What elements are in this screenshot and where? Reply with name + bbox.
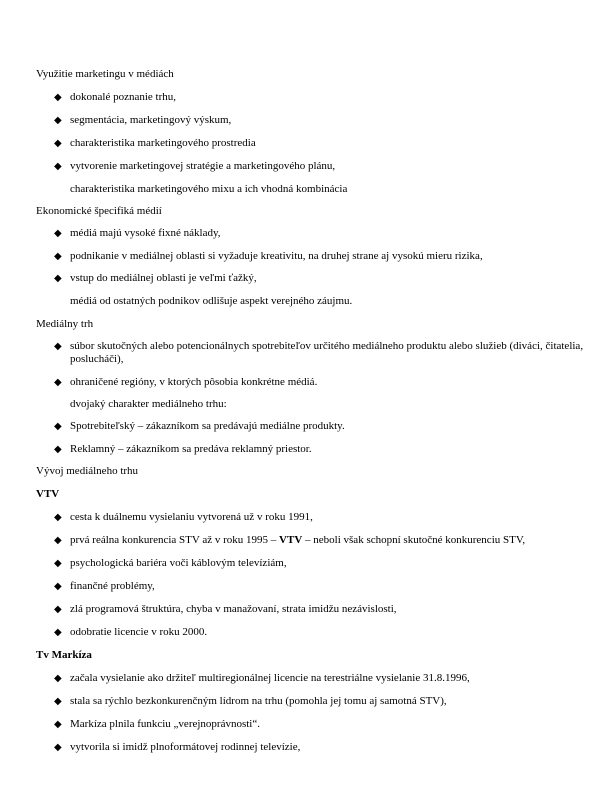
list-item: podnikanie v mediálnej oblasti si vyžaduje kreativitu, na druhej strane aj vysokú mieru rizika, xyxy=(70,250,483,262)
list-note: dvojaký charakter mediálneho trhu: xyxy=(70,398,227,410)
list-item: médiá majú vysoké fixné náklady, xyxy=(70,227,221,239)
list-item: dokonalé poznanie trhu, xyxy=(70,91,176,103)
diamond-bullet-icon: ◆ xyxy=(54,558,62,569)
list-item: Markíza plnila funkciu „verejnoprávnosti“. xyxy=(70,718,260,730)
list-item: Reklamný – zákazníkom sa predáva reklamný priestor. xyxy=(70,443,312,455)
list-item-bold-text: VTV xyxy=(279,534,303,546)
diamond-bullet-icon: ◆ xyxy=(54,273,62,284)
list-note: charakteristika marketingového mixu a ich vhodná kombinácia xyxy=(70,183,348,195)
diamond-bullet-icon: ◆ xyxy=(54,742,62,753)
list-item: zlá programová štruktúra, chyba v manažovaní, strata imidžu nezávislosti, xyxy=(70,603,397,615)
diamond-bullet-icon: ◆ xyxy=(54,627,62,638)
section-heading: Mediálny trh xyxy=(36,318,94,330)
list-item: vytvorenie marketingovej stratégie a marketingového plánu, xyxy=(70,160,336,172)
list-item: Spotrebiteľský – zákazníkom sa predávajú mediálne produkty. xyxy=(70,420,345,432)
diamond-bullet-icon: ◆ xyxy=(54,341,62,352)
diamond-bullet-icon: ◆ xyxy=(54,115,62,126)
list-item: segmentácia, marketingový výskum, xyxy=(70,114,232,126)
diamond-bullet-icon: ◆ xyxy=(54,535,62,546)
diamond-bullet-icon: ◆ xyxy=(54,719,62,730)
list-item: finančné problémy, xyxy=(70,580,155,592)
section-heading: Využitie marketingu v médiách xyxy=(36,68,174,80)
list-item: začala vysielanie ako držiteľ multiregionálnej licencie na terestriálne vysielanie 31.8.1996, xyxy=(70,672,470,684)
section-heading: Tv Markíza xyxy=(36,649,92,661)
diamond-bullet-icon: ◆ xyxy=(54,421,62,432)
diamond-bullet-icon: ◆ xyxy=(54,512,62,523)
list-item xyxy=(70,534,525,547)
list-item: vytvorila si imidž plnoformátovej rodinnej televízie, xyxy=(70,741,301,753)
diamond-bullet-icon: ◆ xyxy=(54,444,62,455)
diamond-bullet-icon: ◆ xyxy=(54,673,62,684)
list-item-text: prvá reálna konkurencia STV až v roku 1995 – xyxy=(70,534,280,546)
section-heading: VTV xyxy=(36,488,60,500)
list-item: odobratie licencie v roku 2000. xyxy=(70,626,208,638)
list-item: charakteristika marketingového prostredia xyxy=(70,137,256,149)
list-item: súbor skutočných alebo potencionálnych spotrebiteľov určitého mediálneho produktu alebo služieb (diváci, čitatelia, poslucháči), xyxy=(70,340,584,365)
diamond-bullet-icon: ◆ xyxy=(54,138,62,149)
list-item: psychologická bariéra voči káblovým televíziám, xyxy=(70,557,287,569)
diamond-bullet-icon: ◆ xyxy=(54,377,62,388)
diamond-bullet-icon: ◆ xyxy=(54,161,62,172)
section-heading: Ekonomické špecifiká médií xyxy=(36,205,162,217)
diamond-bullet-icon: ◆ xyxy=(54,228,62,239)
list-note: médiá od ostatných podnikov odlišuje aspekt verejného záujmu. xyxy=(70,295,353,307)
section-heading: Vývoj mediálneho trhu xyxy=(36,465,139,477)
list-item: cesta k duálnemu vysielaniu vytvorená už v roku 1991, xyxy=(70,511,313,523)
list-item-text: – neboli však schopní skutočné konkurenciu STV, xyxy=(302,534,526,546)
diamond-bullet-icon: ◆ xyxy=(54,604,62,615)
diamond-bullet-icon: ◆ xyxy=(54,696,62,707)
list-item: stala sa rýchlo bezkonkurenčným lídrom na trhu (pomohla jej tomu aj samotná STV), xyxy=(70,695,447,707)
list-item: ohraničené regióny, v ktorých pôsobia konkrétne médiá. xyxy=(70,376,318,388)
diamond-bullet-icon: ◆ xyxy=(54,581,62,592)
list-item: vstup do mediálnej oblasti je veľmi ťažký, xyxy=(70,272,257,284)
diamond-bullet-icon: ◆ xyxy=(54,92,62,103)
diamond-bullet-icon: ◆ xyxy=(54,251,62,262)
